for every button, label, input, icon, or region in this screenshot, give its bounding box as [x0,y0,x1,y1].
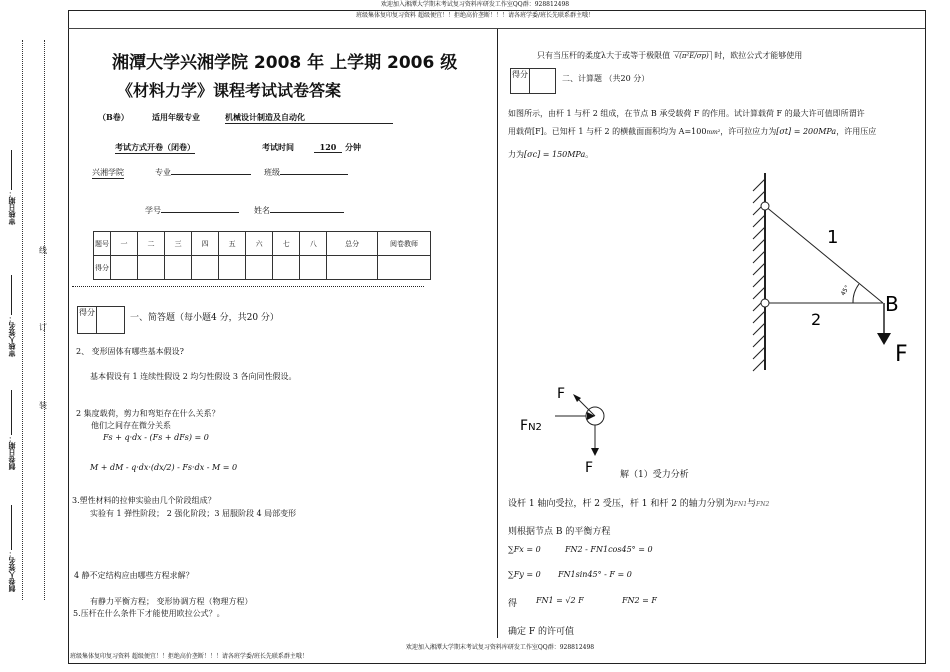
section2-score-box: 得分 [510,68,556,94]
question-3: 3.塑性材料的拉伸实验由几个阶段组成？ [72,496,216,505]
pin-top [761,202,769,210]
score-col-4: 四 [192,232,219,256]
class-field: 班级 [264,167,348,178]
seal-char-bind: 订 [39,323,47,332]
answer-3: 实验有 1 弹性阶段； 2 强化阶段；3 屈服阶段 4 局部变形 [90,509,297,518]
exam-mode: 考试方式开卷（闭卷） [115,142,195,152]
major-label: 适用年级专业 [152,112,200,122]
column-divider [497,28,498,638]
answer-2: 基本假设有 1 连续性假设 2 均匀性假设 3 各向同性假设。 [90,372,297,381]
exam-time-unit: 分钟 [345,142,361,152]
answer-4: 有静力平衡方程； 变形协调方程（物理方程） [90,597,253,606]
question-4: 4 静不定结构应由哪些方程求解？ [74,571,194,580]
paper-type: （B卷） [98,112,129,122]
equation-2: M + dM - q·dx·(dx/2) - Fs·dx - M = 0 [90,463,238,472]
score-col-6: 六 [246,232,273,256]
score-col-8: 八 [300,232,327,256]
section1-heading: 一、简答题（每小题4 分，共20 分） [130,313,279,323]
score-col-total: 总分 [327,232,378,256]
review-date-label: 审核日期： [7,150,17,225]
load-label: F [895,342,908,367]
exam-time-value: 120 [314,142,342,153]
answer-2b: 他们之间存在微分关系 [91,421,171,430]
footer-line-2: 班级集体复印复习资料 超级便宜！！拒绝高价垄断！！！请各班学委/班长先联系群主哦！ [70,653,308,660]
exam-title-line-1: 湘潭大学兴湘学院 2008 年 上学期 2006 级 [112,53,458,73]
reviewer-sign-label: 审核人签名： [7,275,17,357]
maker-date-label: 制卷日期： [7,390,17,470]
problem-line-b: 用载荷[F]。已知杆 1 与杆 2 的横截面面积均为 A=100mm²，许可拉应力为[σt] = 200MPa，许用压应 [508,127,877,136]
pin-bottom [761,299,769,307]
solution-line-1: 设杆 1 轴向受拉，杆 2 受压，杆 1 和杆 2 的轴力分别为FN1与FN2 [508,499,770,509]
result-fn1: FN1 = √2 F [536,596,584,605]
result-get: 得 [508,599,518,609]
score-col-2: 二 [138,232,165,256]
exam-title-line-2: 《材料力学》课程考试试卷答案 [117,81,342,100]
bar-1 [765,206,883,303]
problem-line-c: 力为[σc] = 150MPa。 [508,150,594,159]
question-2b: 2 集度载荷，剪力和弯矩存在什么关系？ [76,409,220,418]
solution-line-2: 则根据节点 B 的平衡方程 [508,527,611,537]
truss-figure [735,165,925,375]
header-line-2: 班级集体复印复习资料 超级便宜！！拒绝高价垄断！！！请各班学委/班长先联系群主哦！ [356,12,594,19]
score-col-teacher: 阅卷教师 [378,232,431,256]
score-row-label: 得分 [94,256,111,280]
score-table-header: 题号 [94,232,111,256]
major-field: 专业 [155,167,251,178]
angle-label: 45° [839,284,852,297]
seal-char-pack: 装 [39,401,47,410]
load-arrowhead [877,333,891,345]
score-col-1: 一 [111,232,138,256]
binding-dotted-line-1 [22,40,23,600]
header-line-1: 欢迎加入湘潭大学期末考试复习资料库研发工作室QQ群：928812498 [380,1,570,8]
f-label: F [585,460,594,476]
section1-score-box: 得分 [77,306,125,334]
exam-time-label: 考试时间 [262,142,294,152]
bar-1-label: 1 [827,227,839,248]
equation-1: Fs + q·dx - (Fs + dFs) = 0 [103,433,209,442]
score-col-5: 五 [219,232,246,256]
equilibrium-x-left: ∑Fx = 0 [508,545,541,554]
student-id-field: 学号 [145,205,239,216]
question-2: 2、 变形固体有哪些基本假设? [76,347,184,356]
equilibrium-y-right: FN1sin45° - F = 0 [558,570,632,579]
solution-title: 解（1）受力分析 [620,470,689,480]
college-name: 兴湘学院 [92,168,124,177]
allowable-heading: 确定 F 的许可值 [508,627,574,637]
score-col-7: 七 [273,232,300,256]
bar-2-label: 2 [811,310,822,329]
name-field: 姓名 [254,205,344,216]
node-b-label: B [885,292,899,316]
f1-label: F [557,386,566,402]
question-5: 5.压杆在什么条件下才能使用欧拉公式？。 [73,609,225,618]
dotted-separator [72,286,424,287]
section2-heading: 二、计算题 （共20 分） [562,74,650,83]
free-body-diagram [515,380,625,478]
problem-line-a: 如图所示，由杆 1 与杆 2 组成，在节点 B 承受载荷 F 的作用。试计算载荷 F 的最大许可值即所谓许 [508,109,865,118]
equilibrium-x-right: FN2 - FN1cos45° = 0 [565,545,653,554]
fn2-label: FN2 [520,418,542,434]
equilibrium-y-left: ∑Fy = 0 [508,570,541,579]
score-table [93,231,431,280]
binding-dotted-line-2 [44,40,45,600]
angle-arc [853,284,859,303]
major-value: 机械设计制造及自动化 [225,112,393,124]
footer-line-1: 欢迎加入湘潭大学期末考试复习资料库研发工作室QQ群：928812498 [405,644,595,651]
score-col-3: 三 [165,232,192,256]
euler-condition: 只有当压杆的柔度λ大于或等于极限值 √(π²E/σp) 时，欧拉公式才能够使用 [537,51,803,60]
header-rule [68,28,925,29]
maker-sign-label: 制卷人签名： [7,505,17,592]
result-fn2: FN2 = F [622,596,657,605]
seal-char-line: 线 [39,246,47,255]
